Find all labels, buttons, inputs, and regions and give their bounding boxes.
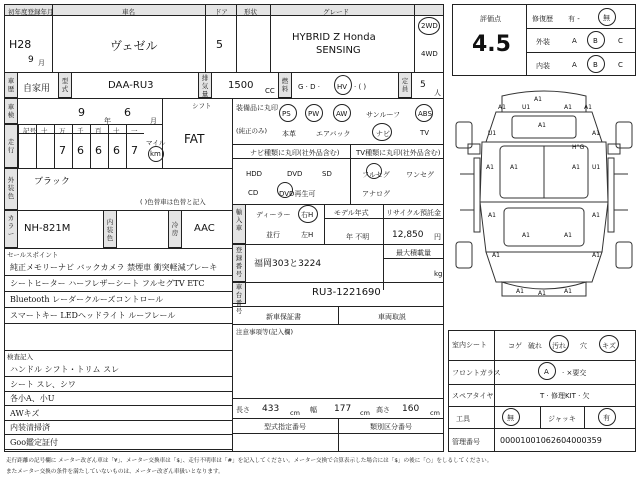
length: 433 — [262, 404, 280, 414]
divider — [52, 4, 53, 72]
divider — [205, 4, 206, 72]
inspector-note-line: 内装清掃済 — [10, 423, 50, 432]
interior-a: A — [572, 61, 577, 69]
width-unit: cm — [360, 409, 370, 417]
mileage-digit: 6 — [95, 144, 102, 157]
caution-label: 注意事項等(記入欄) — [236, 328, 294, 336]
damage-mark: H°G — [572, 144, 585, 151]
mileage-label: 走行 — [7, 138, 15, 154]
divider — [4, 210, 232, 211]
damage-mark: A1 — [498, 104, 506, 111]
height-unit: cm — [430, 409, 440, 417]
capacity-unit: 人 — [434, 89, 441, 97]
exterior-label: 外装 — [536, 38, 550, 46]
fuel-rest: · ( ) — [354, 83, 367, 91]
mileage-digit-header: 十 — [113, 127, 120, 135]
divider — [584, 406, 585, 428]
repair-options: 有 - — [568, 15, 580, 23]
damage-mark: A1 — [564, 288, 572, 295]
divider — [324, 218, 444, 219]
equipment-item: TV — [420, 129, 430, 137]
color-code: NH-821M — [24, 223, 71, 234]
equipment-item: ABS — [418, 110, 432, 118]
spare-options: T · 修理KIT · 欠 — [540, 392, 590, 400]
damage-mark: A1 — [510, 164, 518, 171]
equipment-item: PS — [282, 110, 291, 118]
color-code-label: カラー — [7, 214, 15, 238]
footer-line1: 走行距離の記号欄に メーター改ざん車は「¥」、メーター交換車は「$」、走行不明車は「#」を記入してください。メーター交換で合算表示した場合には「$」の後に「○」をしるしてください。 — [6, 458, 493, 464]
fuel-hv: HV — [337, 83, 348, 91]
divider — [4, 376, 232, 377]
tv-type: ワンセグ — [406, 171, 434, 179]
exterior-a: A — [572, 37, 577, 45]
inspection-year: 9 — [78, 106, 85, 119]
damage-mark: A1 — [572, 164, 580, 171]
divider — [526, 52, 636, 53]
capacity-label: 定員 — [401, 77, 409, 93]
length-unit: cm — [290, 409, 300, 417]
inspection-month-unit: 月 — [150, 117, 157, 125]
equipment-item: AW — [336, 110, 348, 118]
damage-mark: A1 — [592, 212, 600, 219]
tv-header: TV種類に丸印(社外品含む) — [356, 149, 441, 157]
damage-mark: A1 — [492, 252, 500, 259]
recycle-label: リサイクル預託金 — [386, 209, 442, 217]
repair-none: 無 — [603, 14, 610, 22]
seat-option: キズ — [602, 342, 616, 350]
divider — [4, 248, 232, 249]
nav-type: HDD — [246, 170, 263, 178]
mileage-digit: 6 — [113, 144, 120, 157]
equipment-item: 本革 — [282, 130, 296, 138]
inspection-year-unit: 年 — [104, 117, 111, 125]
length-label: 長さ — [236, 406, 250, 414]
car-damage-diagram — [452, 82, 636, 322]
divider — [232, 398, 444, 399]
divider — [232, 204, 444, 205]
equipment-item: エアバック — [316, 130, 351, 138]
color-note: ( )色替車は色替と記入 — [140, 198, 206, 206]
category-label: 車歴 — [7, 77, 15, 93]
inspector-note-line: シート スレ、シワ — [10, 379, 76, 389]
first-reg-label: 初年度登録年月 — [8, 8, 54, 16]
seat-label: 室内シート — [452, 341, 487, 349]
plate-label: 登録番号 — [235, 246, 243, 278]
divider — [448, 384, 636, 385]
max-load-unit: kg — [434, 270, 443, 278]
equipment-label: 装備品に丸印 — [236, 104, 278, 112]
width-label: 幅 — [310, 406, 317, 414]
chassis: RU3-1221690 — [312, 287, 381, 298]
notes-label: 検査記入 — [7, 353, 33, 361]
divider — [4, 275, 232, 276]
import-dealer: ディーラー — [256, 211, 291, 219]
car-outline-icon — [452, 82, 636, 322]
damage-mark: A1 — [564, 104, 572, 111]
divider — [4, 323, 232, 324]
divider — [4, 98, 444, 99]
windshield-label: フロントガラス — [452, 369, 501, 377]
shift: FAT — [184, 132, 205, 146]
mileage-digit-header: 万 — [59, 127, 66, 135]
shift-label: シフト — [192, 102, 212, 110]
mileage-digit: 7 — [59, 144, 66, 157]
grade-line1: HYBRID Z Honda — [292, 32, 376, 43]
divider — [494, 330, 495, 452]
color-value: ブラック — [34, 177, 70, 187]
sales-point-line: Bluetooth レーダークルーズコントロール — [10, 295, 164, 304]
divider — [4, 449, 232, 450]
recycle-unit: 円 — [434, 233, 441, 241]
door-count: 5 — [216, 38, 223, 51]
mileage-digit-header: 記号 — [23, 127, 36, 135]
body-type-label: 形状 — [244, 8, 257, 16]
divider — [108, 124, 109, 168]
car-name: ヴェゼル — [110, 39, 158, 53]
nav-dvd-circle — [277, 182, 293, 198]
interior-b: B — [593, 61, 598, 69]
type-label: 型式指定番号 — [264, 423, 306, 431]
damage-mark: A1 — [516, 288, 524, 295]
mileage-digit: 6 — [77, 144, 84, 157]
divider — [4, 307, 232, 308]
import-right-hand: 右H — [301, 211, 314, 219]
sales-point-line: スマートキー LEDヘッドライト ルーフレール — [10, 311, 176, 320]
equipment-sub: (純正のみ) — [236, 127, 268, 135]
category: 自家用 — [23, 84, 51, 94]
import-left-hand: 左H — [301, 231, 314, 239]
divider — [526, 4, 527, 76]
divider — [4, 124, 162, 125]
mileage-digit-header: 一 — [131, 127, 138, 135]
equipment-item: サンルーフ — [366, 111, 401, 119]
reg-year: H28 — [9, 38, 32, 51]
divider — [236, 4, 237, 72]
cc-unit: CC — [265, 87, 275, 95]
fuel-label: 燃料 — [281, 77, 289, 93]
import-label: 輸入車 — [235, 208, 243, 232]
damage-mark: A1 — [488, 212, 496, 219]
mgmt-number: 00001001062604000359 — [500, 436, 602, 445]
divider — [4, 420, 232, 421]
nav-type: CD — [248, 189, 259, 197]
damage-mark: A1 — [564, 232, 572, 239]
repair-label: 修復歴 — [532, 15, 553, 23]
model-label: 型式 — [61, 77, 69, 93]
seat-option: コゲ — [508, 342, 522, 350]
divider — [540, 406, 541, 428]
inspector-note-line: AWキズ — [10, 408, 40, 418]
divider — [18, 124, 19, 168]
inspection-month: 6 — [124, 106, 131, 119]
mileage-digit-header: 十 — [41, 127, 48, 135]
chassis-label: 車台番号 — [235, 283, 243, 315]
divider — [270, 4, 271, 72]
equipment-item: PW — [308, 110, 320, 118]
divider — [232, 324, 444, 325]
displacement-label: 排気量 — [201, 74, 209, 98]
mgmt-label: 管理番号 — [452, 438, 480, 446]
divider — [232, 158, 444, 159]
divider — [448, 406, 636, 407]
model: DAA-RU3 — [108, 80, 154, 91]
score-label: 評価点 — [480, 15, 501, 23]
score: 4.5 — [472, 32, 511, 57]
divider — [350, 144, 351, 204]
footer-line2: またメーター交換の条件を満たしていないものは、メーター改ざん車扱いとなります。 — [6, 469, 224, 475]
inspector-note-line: 各小A、小U — [10, 394, 55, 403]
windshield-a: A — [544, 368, 549, 376]
divider — [4, 434, 232, 435]
interior-color-label: 内装色 — [106, 218, 114, 242]
divider — [232, 282, 444, 283]
cooler-label: 冷房 — [171, 221, 179, 237]
sales-point-line: 純正メモリーナビ バックカメラ 禁煙車 衝突軽減ブレーキ — [10, 263, 218, 272]
damage-mark: A1 — [538, 122, 546, 129]
manual-label: 車両取説 — [378, 313, 406, 321]
equipment-item: ナビ — [376, 130, 390, 138]
damage-mark: A1 — [522, 232, 530, 239]
inspector-note-line: ハンドル シフト・トリム スレ — [10, 365, 120, 374]
max-load-label: 最大積載量 — [396, 249, 431, 257]
model-year-label: モデル年式 — [334, 209, 369, 217]
divider — [526, 28, 636, 29]
tools-none: 無 — [507, 414, 514, 422]
damage-mark: U1 — [488, 130, 497, 137]
mileage-digit-header: 百 — [95, 127, 102, 135]
divider — [338, 418, 339, 452]
windshield-rest: · ×要交 — [562, 369, 587, 377]
divider — [383, 204, 384, 290]
tv-fullseg-circle — [366, 163, 382, 179]
fuel-options: G · D · — [298, 83, 320, 91]
jack-yes: 有 — [603, 414, 610, 422]
inspection-label: 車検 — [7, 103, 15, 119]
reg-month: 9 — [28, 55, 34, 65]
damage-mark: A1 — [534, 96, 542, 103]
divider — [54, 124, 55, 168]
jack-label: ジャッキ — [548, 415, 576, 423]
capacity: 5 — [420, 80, 426, 90]
width: 177 — [334, 404, 352, 414]
class-label: 類別区分番号 — [370, 423, 412, 431]
damage-mark: U1 — [522, 104, 531, 111]
damage-mark: A1 — [486, 164, 494, 171]
nav-type: DVD — [287, 170, 303, 178]
plate: 福岡303と3224 — [254, 259, 322, 269]
tools-label: 工具 — [456, 415, 470, 423]
grade-line2: SENSING — [316, 45, 361, 56]
height-label: 高さ — [376, 406, 390, 414]
divider — [338, 306, 339, 324]
car-name-label: 車名 — [122, 8, 135, 16]
drive-2wd: 2WD — [421, 22, 438, 30]
exterior-c: C — [618, 37, 623, 45]
color-label: 外装色 — [7, 176, 15, 200]
damage-mark: U1 — [592, 164, 601, 171]
interior-c: C — [618, 61, 623, 69]
tv-type: アナログ — [362, 190, 390, 198]
divider — [4, 291, 232, 292]
divider — [4, 168, 232, 169]
divider — [324, 204, 325, 244]
reg-month-unit: 月 — [38, 59, 45, 67]
warranty-label: 新車保証書 — [266, 313, 301, 321]
divider — [4, 405, 232, 406]
interior-label: 内装 — [536, 62, 550, 70]
damage-mark: A1 — [592, 252, 600, 259]
spare-label: スペアタイヤ — [452, 392, 494, 400]
grade-label: グレード — [323, 8, 349, 16]
cooler: AAC — [194, 223, 215, 234]
nav-type: DVD再生可 — [279, 190, 316, 198]
mileage-km: km — [150, 150, 161, 158]
damage-mark: A1 — [584, 104, 592, 111]
mileage-mile: マイル — [146, 139, 166, 147]
divider — [126, 124, 127, 168]
divider — [36, 124, 37, 168]
door-label: ドア — [215, 8, 228, 16]
mileage-digit-header: 千 — [77, 127, 84, 135]
damage-mark: A1 — [538, 290, 546, 297]
inspector-note-line: Goo鑑定証付 — [10, 437, 59, 447]
model-year-value: 年 不明 — [346, 233, 370, 241]
divider — [414, 4, 415, 72]
import-parallel: 並行 — [266, 231, 280, 239]
seat-option: 破れ — [528, 342, 542, 350]
nav-type: SD — [322, 170, 332, 178]
divider — [72, 124, 73, 168]
divider — [4, 350, 232, 351]
seat-option: 穴 — [580, 342, 587, 350]
sales-point-line: シートヒーター ハーフレザーシート フルセグTV ETC — [10, 279, 205, 288]
divider — [90, 124, 91, 168]
height: 160 — [402, 404, 420, 414]
mileage-digit: 7 — [131, 144, 138, 157]
seat-option: 汚れ — [552, 342, 566, 350]
divider — [4, 391, 232, 392]
recycle-value: 12,850 — [392, 230, 424, 240]
divider — [383, 258, 444, 259]
divider — [448, 428, 636, 429]
drive-4wd: 4WD — [421, 50, 438, 58]
divider — [232, 244, 444, 245]
displacement: 1500 — [228, 80, 254, 91]
nav-header: ナビ種類に丸印(社外品含む) — [250, 149, 340, 157]
tv-type: フルセグ — [362, 171, 390, 179]
exterior-b: B — [593, 37, 598, 45]
divider — [232, 433, 444, 434]
damage-mark: A1 — [592, 130, 600, 137]
divider — [448, 360, 636, 361]
sales-label: セールスポイント — [7, 251, 59, 259]
divider — [232, 144, 444, 145]
